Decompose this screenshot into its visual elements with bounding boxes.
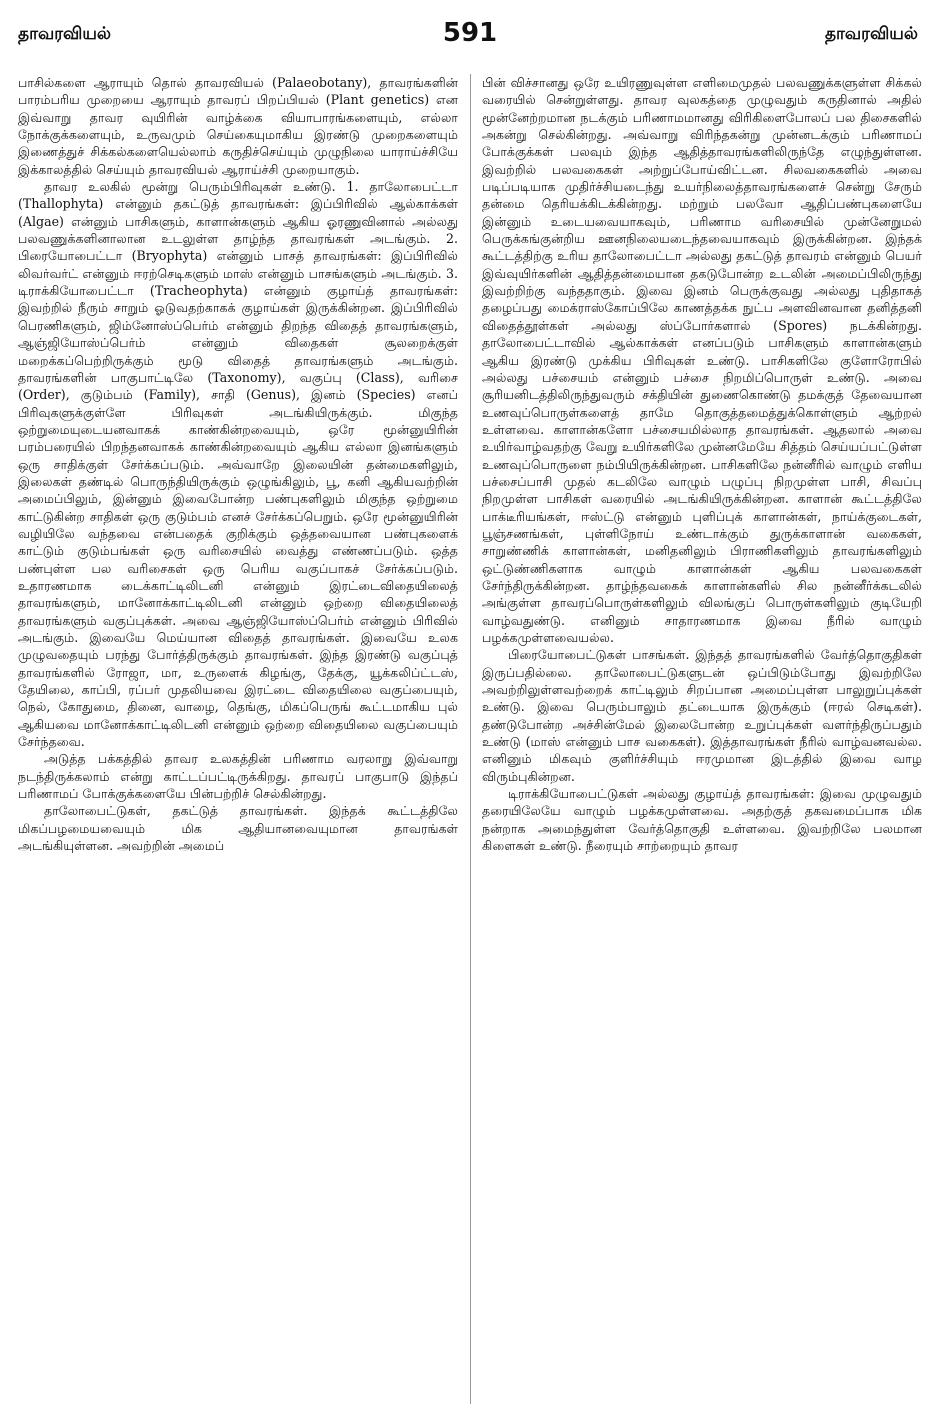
paragraph: டிராக்கியோபைட்டுகள் அல்லது குழாய்த் தாவரங்கள்: இவை முழுவதும் தரையிலேயே வாழும் பழக்கமுள்ளவை. அதற்குத் தகவமைப்பாக மிக நன்றாக அமைந்துள்ள வேர்த்தொகுதி உள்ளவை. இவற்றிலே பலமான கிளைகள் உண்டு. நீரையும் சாற்றையும் தாவர bbox=[482, 786, 922, 854]
paragraph: பாசில்களை ஆராயும் தொல் தாவரவியல் (Palaeobotany), தாவரங்களின் பாரம்பரிய முறையை ஆராயும் தாவரப் பிறப்பியல் (Plant genetics) என இவ்வாறு தாவர வுயிரின் வாழ்க்கை வியாபாரங்களையும், எல்லா நோக்குக்களையும், உருவமும் செய்கையுமாகிய இரண்டு முறைகளையும் இணைத்துச் சிக்கல்களையெல்லாம் கருதிச்செய்யும் முழுநிலை யாராய்ச்சியே இக்காலத்தில் செய்யும் தாவரவியல் ஆராய்ச்சி முறையாகும். bbox=[18, 75, 458, 177]
page-number: 591 bbox=[442, 18, 498, 48]
running-header-left: தாவரவியல் bbox=[18, 24, 112, 44]
column-divider bbox=[470, 74, 471, 1404]
paragraph: பிரையோபைட்டுகள் பாசங்கள். இந்தத் தாவரங்களில் வேர்த்தொகுதிகள் இருப்பதில்லை. தாலோபைட்டுகளுடன் ஒப்பிடும்போது இவற்றிலே அவற்றிலுள்ளவற்றைக் காட்டிலும் சிறப்பான அமைப்புள்ள பாலுறுப்புக்கள் உண்டு. இவை பெரும்பாலும் தட்டையாக இருக்கும் (ஈரல் செடிகள்). தண்டுபோன்ற அச்சின்மேல் இலைபோன்ற உறுப்புக்கள் வளர்ந்திருப்பதும் உண்டு (மாஸ் என்னும் பாச வகைகள்). இத்தாவரங்கள் நீரில் வாழ்வனவல்ல. எனினும் மிகவும் குளிர்ச்சியும் ஈரமுமான இடத்தில் இவை வாழ விரும்புகின்றன. bbox=[482, 647, 922, 784]
paragraph: பின் விச்சானது ஒரே உயிரணுவுள்ள எளிமைமுதல் பலவணுக்களுள்ள சிக்கல் வரையில் சென்றுள்ளது. தாவர வுலகத்தை முழுவதும் கருதினால் அதில் மூன்னேற்றமான நடக்கும் பரிணாமமானது விரிகிளைபோலப் பல திசைகளில் அகன்று செல்கின்றது. அவ்வாறு விரிந்தகன்று முன்னடக்கும் பரிணாமப் போக்குக்கள் பலவும் இந்த ஆதித்தாவரங்களிலிருந்தே எழுந்துள்ளன. இவற்றில் பலவகைகள் அற்றுப்போய்விட்டன. சிலவகைகளில் அவை படிப்படியாக முதிர்ச்சியடைந்து உயர்நிலைத்தாவரங்களைச் சென்று சேரும் தன்மை தெரியக்கிடக்கின்றது. மற்றும் பலவோ ஆதிப்பண்புகளையே இன்னும் உடையவையாகவும், பரிணாம வரிசையில் முன்னேறுமல் பெருக்கங்குன்றிய ஊனநிலையடைந்தவையாகவும் இருக்கின்றன. இந்தக் கூட்டத்திற்கு உரிய தாலோபைட்டா அல்லது தகட்டுத் தாவரம் என்னும் பெயர் இவ்வுயிர்களின் ஆதித்தன்மையான தகடுபோன்ற உடலின் அமைப்பிலிருந்து இவற்றிற்கு வந்ததாகும். இவை இனம் பெருக்குவது அல்லது புதிதாகத் தழைப்பது மைக்ராஸ்கோப்பிலே காணத்தக்க நுட்ப அளவினவான தனித்தனி விதைத்தூள்கள் அல்லது ஸ்ப்போர்களால் (Spores) நடக்கின்றது. தாலோபைட்டாவில் ஆல்காக்கள் எனப்படும் பாசிகளும் காளான்களும் ஆகிய இரண்டு முக்கிய பிரிவுகள் உண்டு. பாசிகளிலே குளோரோபில் அல்லது பச்சையம் என்னும் பச்சை நிறமிப்பொருள் உண்டு. அவை சூரியனிடத்திலிருந்துவரும் சக்தியின் துணைகொண்டு தமக்குத் தேவையான உணவுப்பொருள்களைத் தாமே தொகுத்தமைத்துக்கொள்ளும் ஆற்றல் உள்ளவை. காளான்களோ பச்சையமில்லாத தாவரங்கள். ஆதலால் அவை உயிர்வாழ்வதற்கு வேறு உயிர்களிலே முன்னமேயே சித்தம் செய்யப்பட்டுள்ள உணவுப்பொருளை நம்பியிருக்கின்றன. பாசிகளிலே நன்னீரில் வாழும் எளிய பச்சைப்பாசி முதல் கடலிலே வாழும் பழுப்பு நிறமுள்ள பாசி, சிவப்பு நிறமுள்ள பாசிகள் வரையில் அடங்கியிருக்கின்றன. காளான் கூட்டத்திலே பாக்டீரியங்கள், ஈஸ்ட்டு என்னும் புளிப்புக் காளான்கள், நாய்க்குடைகள், பூஞ்சணங்கள், புள்ளிநோய் உண்டாக்கும் துருக்காளான் வகைகள், சாறுண்ணிக் காளான்கள், மனிதனிலும் பிராணிகளிலும் தாவரங்களிலும் ஒட்டுண்ணிகளாக வாழும் காளான்கள் ஆகிய பலவகைகள் சேர்ந்திருக்கின்றன. தாழ்ந்தவகைக் காளான்களில் சில நன்னீர்க்கடலில் அங்குள்ள தாவரப்பொருள்களிலும் விலங்குப் பொருள்களிலும் குடியேறி வாழ்வதுண்டு. எனினும் சாதாரணமாக இவை நீரில் வாழும் பழக்கமுள்ளவையல்ல. bbox=[482, 75, 922, 645]
paragraph: தாலோபைட்டுகள், தகட்டுத் தாவரங்கள். இந்தக் கூட்டத்திலே மிகப்பழமையவையும் மிக ஆதியானவையுமான தாவரங்கள் அடங்கியுள்ளன. அவற்றின் அமைப் bbox=[18, 803, 458, 854]
left-column bbox=[18, 74, 458, 1414]
paragraph: தாவர உலகில் மூன்று பெரும்பிரிவுகள் உண்டு. 1. தாலோபைட்டா (Thallophyta) என்னும் தகட்டுத் தாவரங்கள்: இப்பிரிவில் ஆல்காக்கள் (Algae) என்னும் பாசிகளும், காளான்களும் ஆகிய ஓரணுவினால் அல்லது பலவணுக்களினாலான உடலுள்ள தாழ்ந்த தாவரங்கள் அடங்கும். 2. பிரையோபைட்டா (Bryophyta) என்னும் பாசத் தாவரங்கள்: இப்பிரிவில் லிவர்வர்ட் என்னும் ஈரற்செடிகளும் மாஸ் என்னும் பாசங்களும் அடங்கும். 3. டிராக்கியோபைட்டா (Tracheophyta) என்னும் குழாய்த் தாவரங்கள்: இவற்றில் நீரும் சாறும் ஓடுவதற்காகக் குழாய்கள் இருக்கின்றன. இப்பிரிவில் பெரணிகளும், ஜிம்னோஸ்ப்பெர்ம் என்னும் திறந்த விதைத் தாவரங்களும், ஆஞ்ஜியோஸ்ப்பெர்ம் என்னும் விதைகள் சூலறைக்குள் மறைக்கப்பெற்றிருக்கும் மூடு விதைத் தாவரங்களும் அடங்கும். தாவரங்களின் பாகுபாட்டிலே (Taxonomy), வகுப்பு (Class), வரிசை (Order), குடும்பம் (Family), சாதி (Genus), இனம் (Species) எனப் பிரிவுகளுக்குள்ளே பிரிவுகள் அடங்கியிருக்கும். மிகுந்த ஒற்றுமையுடையனவாகக் காண்கின்றவையும், ஒரே மூன்னுயிரின் பரம்பரையில் பிறந்தனவாகக் காண்கின்றவையும் ஆகிய எல்லா இனங்களும் ஒரு சாதிக்குள் சேர்க்கப்படும். அவ்வாறே இலையின் தன்மைகளிலும், இலைகள் தண்டில் பொருந்தியிருக்கும் ஒழுங்கிலும், பூ, கனி ஆகியவற்றின் அமைப்பிலும், இன்னும் இவைபோன்ற பண்புகளிலும் மிகுந்த ஒற்றுமை காட்டுகின்ற சாதிகள் ஒரு குடும்பம் எனச் சேர்க்கப்பெறும். ஒரே மூன்னுயிரின் வழியிலே வந்தவை என்பதைக் குறிக்கும் ஒத்தவையான பண்புகளைக் காட்டும் குடும்பங்கள் ஒரு வரிசையில் வைத்து எண்ணப்படும். ஒத்த பண்புள்ள பல வரிசைகள் ஒரு பெரிய வகுப்பாகச் சேர்க்கப்படும். உதாரணமாக டைக்காட்டிலிடனி என்னும் இரட்டைவிதையிலைத் தாவரங்களும், மானோக்காட்டிலிடனி என்னும் ஒற்றை விதையிலைத் தாவரங்களும் வகுப்புக்கள். அவை ஆஞ்ஜியோஸ்ப்பெர்ம் என்னும் பிரிவில் அடங்கும். இவையே மெய்யான விதைத் தாவரங்கள். இவையே உலக முழுவதையும் பரந்து போர்த்திருக்கும் தாவரங்கள். இந்த இரண்டு வகுப்புத் தாவரங்களில் ரோஜா, மா, உருளைக் கிழங்கு, தேக்கு, யூக்கலிப்ட்டஸ், தேயிலை, காப்பி, ரப்பர் முதலியவை இரட்டை விதையிலை வகுப்பையும், நெல், கோதுமை, தினை, வாழை, தெங்கு, மிகப்பெருங் கூட்டமாகிய புல் ஆகியவை மானோக்காட்டிலிடனி என்னும் ஒற்றை விதையிலை வகுப்பையும் சேர்ந்தவை. bbox=[18, 179, 458, 750]
right-column bbox=[482, 74, 922, 1414]
running-header-right: தாவரவியல் bbox=[824, 24, 918, 44]
paragraph: அடுத்த பக்கத்தில் தாவர உலகத்தின் பரிணாம வரலாறு இவ்வாறு நடந்திருக்கலாம் என்று காட்டப்பட்டிருக்கிறது. தாவரப் பாகுபாடு இந்தப் பரிணாமப் போக்குக்களையே பின்பற்றிச் செல்கின்றது. bbox=[18, 751, 458, 802]
